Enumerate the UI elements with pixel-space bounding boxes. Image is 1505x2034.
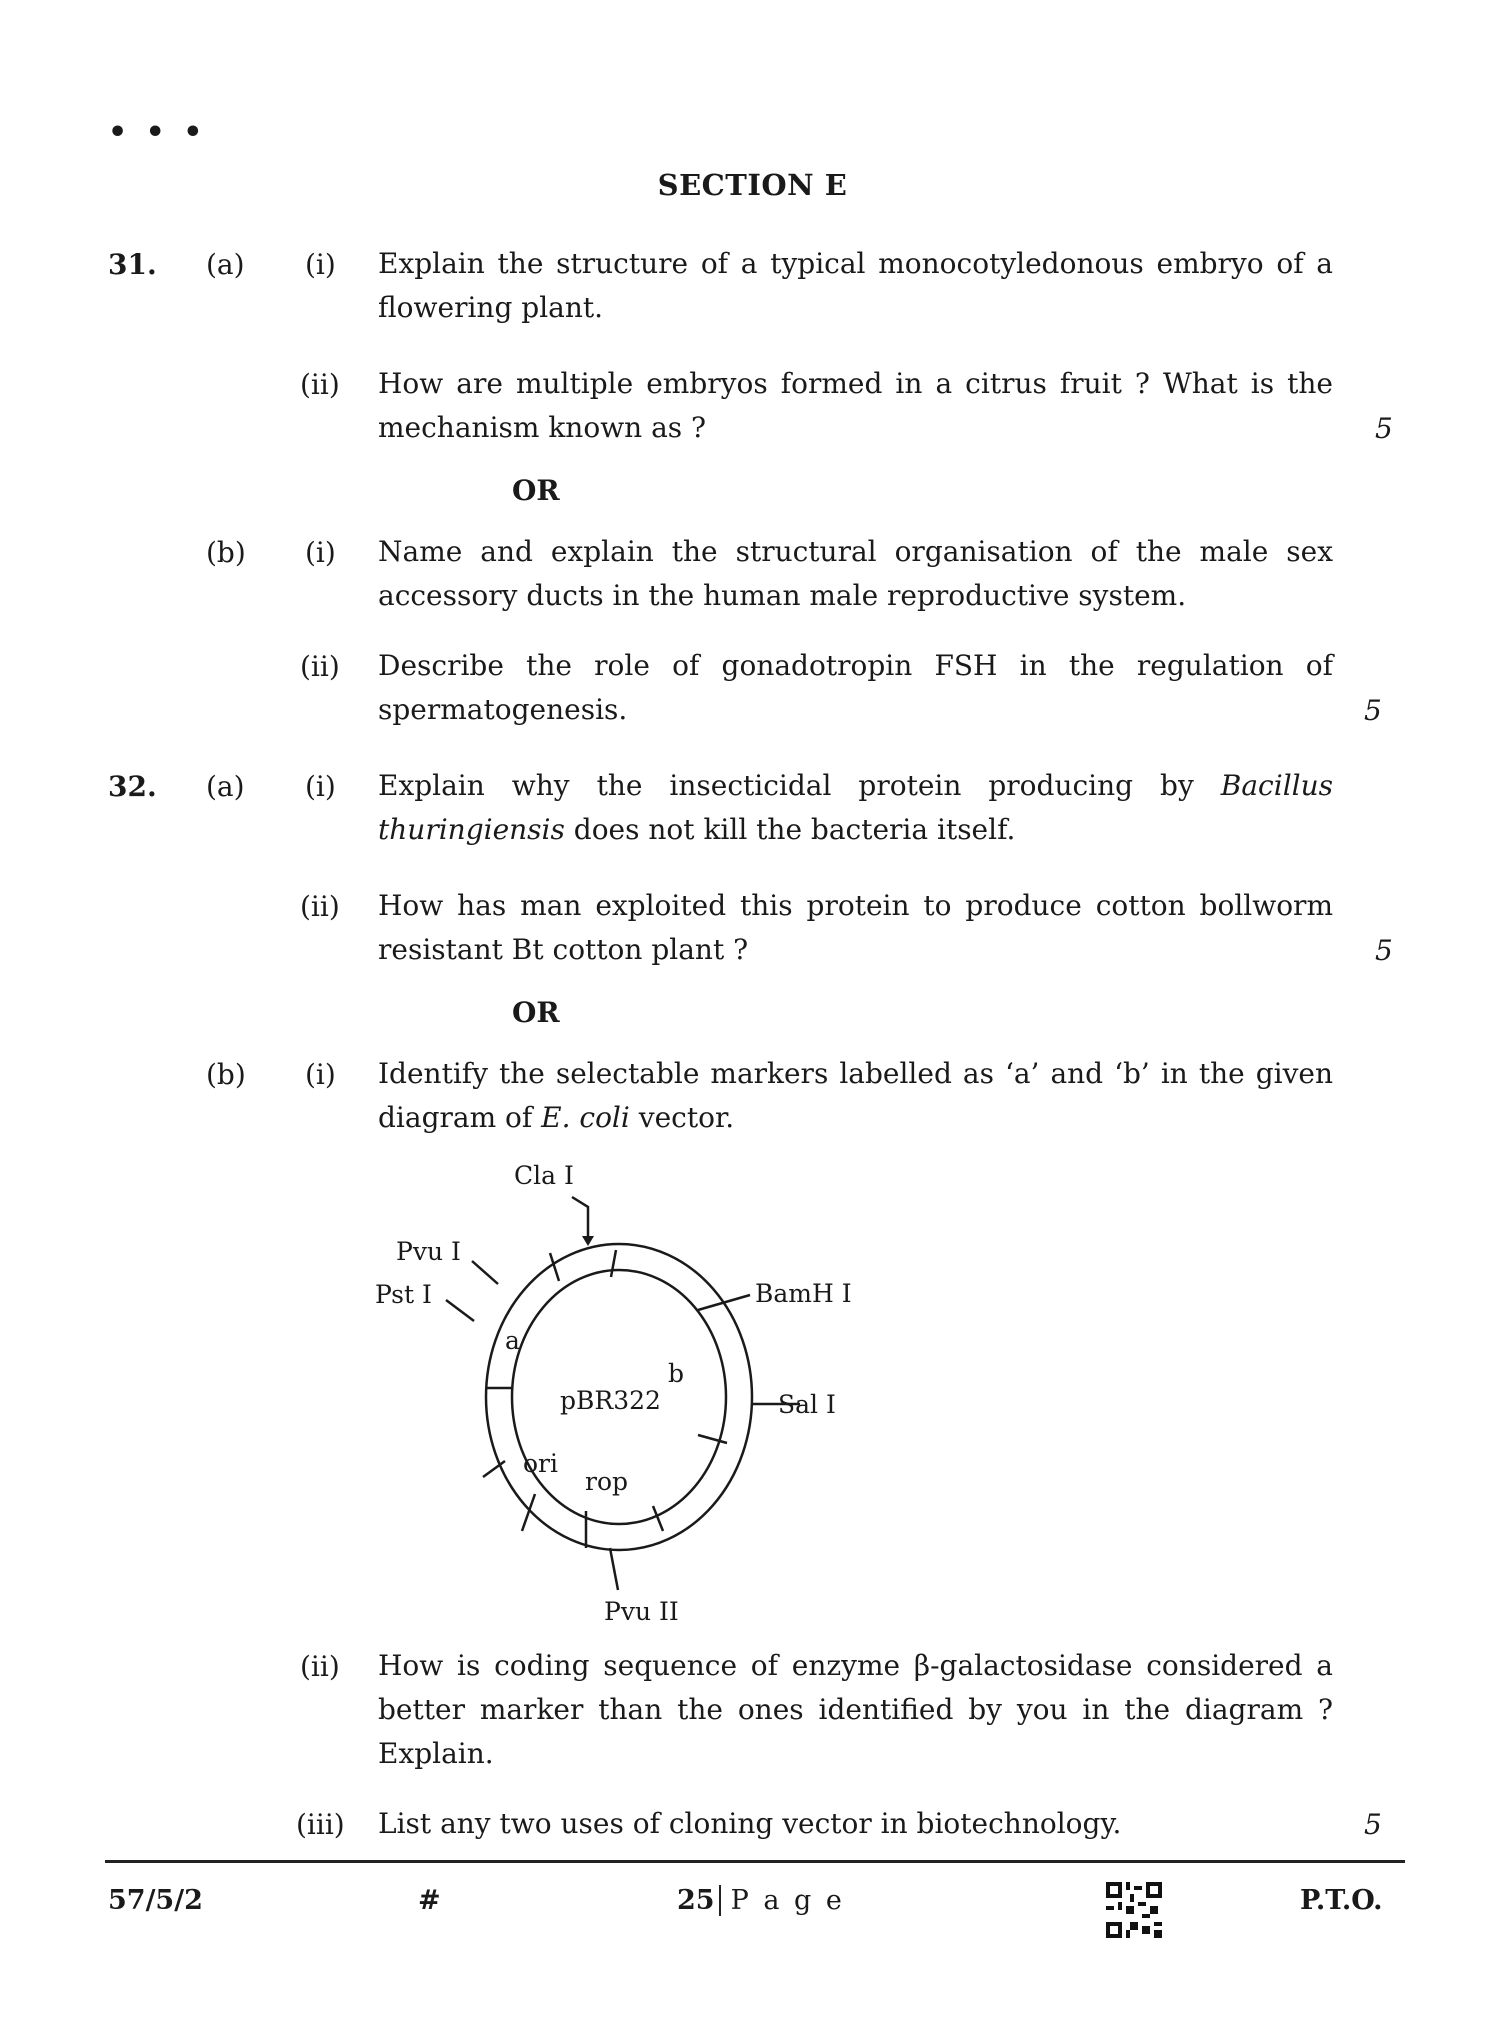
pto-label: P.T.O. — [1300, 1885, 1383, 1916]
pbr322-vector-diagram — [360, 1150, 960, 1630]
decorative-dots: • • • — [108, 115, 207, 150]
q32-part-a-label: (a) — [206, 770, 245, 803]
site-pvu-i: Pvu I — [396, 1237, 461, 1266]
page-number: 25 — [677, 1885, 715, 1916]
q32b-ii-text: How is coding sequence of enzyme β-galactosidase considered a better marker than the ones identified by you in the diagram ? Explain. — [378, 1649, 1333, 1770]
q31b-marks: 5 — [1364, 694, 1382, 727]
q32a-marks: 5 — [1375, 934, 1393, 967]
q31a-ii-text: How are multiple embryos formed in a citrus fruit ? What is the mechanism known as ? — [378, 367, 1333, 444]
q32-or-label: OR — [512, 996, 560, 1029]
site-sal-i: Sal I — [778, 1390, 836, 1419]
organism-name: E. coli — [541, 1101, 630, 1134]
footer-divider — [105, 1860, 1405, 1863]
q32b-iii-text: List any two uses of cloning vector in biotechnology. — [378, 1807, 1122, 1840]
page-indicator — [677, 1885, 845, 1916]
q32b-marks: 5 — [1364, 1808, 1382, 1841]
q32a-ii-text: How has man exploited this protein to produce cotton bollworm resistant Bt cotton plant ? — [378, 889, 1333, 966]
q31a-i-label: (i) — [305, 248, 336, 281]
site-pvu-ii: Pvu II — [604, 1597, 679, 1626]
site-cla-i: Cla I — [514, 1161, 574, 1190]
q31a-i-text: Explain the structure of a typical monocotyledonous embryo of a flowering plant. — [378, 247, 1333, 324]
q32-part-b-label: (b) — [206, 1058, 246, 1091]
q31b-i-label: (i) — [305, 536, 336, 569]
q32a-ii-label: (ii) — [300, 890, 340, 923]
qr-code-icon — [1106, 1882, 1162, 1938]
site-pst-i: Pst I — [375, 1280, 432, 1309]
marker-a: a — [505, 1326, 520, 1355]
question-number-32: 32. — [108, 770, 157, 803]
q31b-ii-label: (ii) — [300, 650, 340, 683]
q32b-i-text: Identify the selectable markers labelled as ‘a’ and ‘b’ in the given diagram of E. coli vector. — [378, 1057, 1333, 1134]
q31b-i-text: Name and explain the structural organisation of the male sex accessory ducts in the human male reproductive system. — [378, 535, 1333, 612]
marker-ori: ori — [523, 1449, 558, 1478]
marker-b: b — [668, 1359, 685, 1388]
q32b-i-label: (i) — [305, 1058, 336, 1091]
q32a-i-label: (i) — [305, 770, 336, 803]
paper-code: 57/5/2 — [108, 1885, 203, 1916]
q31-part-a-label: (a) — [206, 248, 245, 281]
species-name: Bacillus thuringiensis — [378, 769, 1333, 846]
q31-or-label: OR — [512, 474, 560, 507]
q32a-i-text: Explain why the insecticidal protein producing by Bacillus thuringiensis does not kill the bacteria itself. — [378, 769, 1333, 846]
marker-rop: rop — [585, 1467, 629, 1496]
page-word: P a g e — [730, 1885, 845, 1916]
q31a-ii-label: (ii) — [300, 368, 340, 401]
plasmid-name: pBR322 — [560, 1386, 661, 1415]
hash-mark: # — [418, 1885, 441, 1916]
q31-part-b-label: (b) — [206, 536, 246, 569]
section-title: SECTION E — [657, 168, 848, 202]
q31b-ii-text: Describe the role of gonadotropin FSH in the regulation of spermatogenesis. — [378, 649, 1333, 726]
q32b-ii-label: (ii) — [300, 1650, 340, 1683]
q31a-marks: 5 — [1375, 412, 1393, 445]
question-number-31: 31. — [108, 248, 157, 281]
q32b-iii-label: (iii) — [296, 1808, 345, 1841]
site-bamh-i: BamH I — [755, 1279, 852, 1308]
